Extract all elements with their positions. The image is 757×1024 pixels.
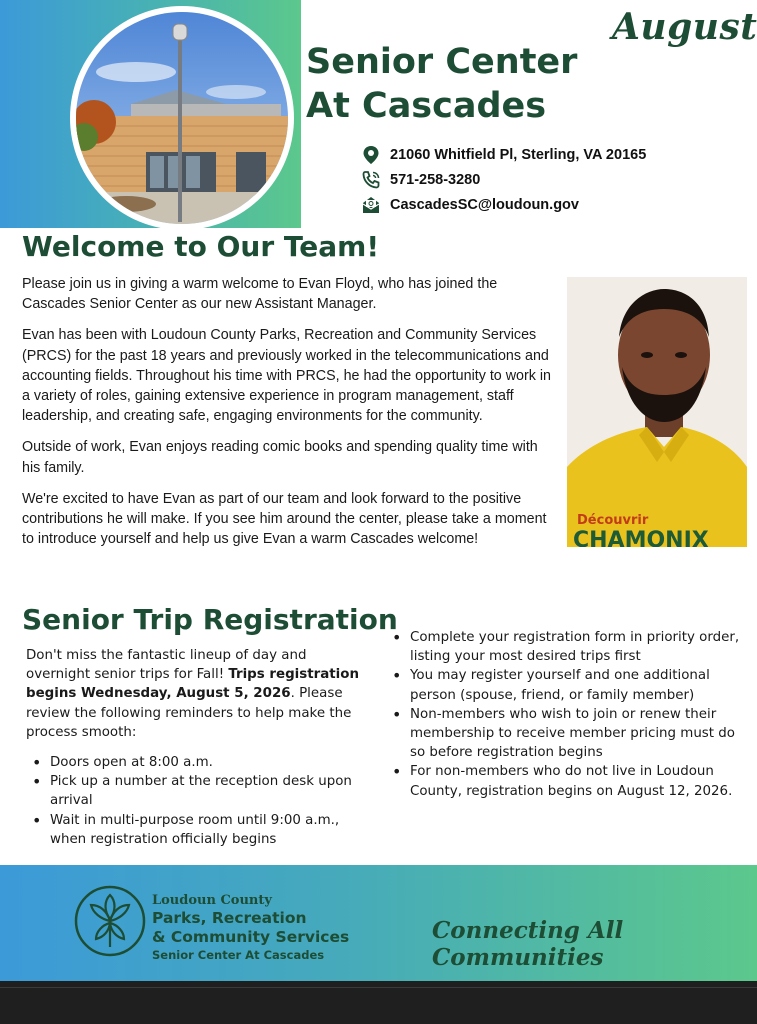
list-item: • Non-members who wish to join or renew their membership to receive member pricing must do so before registration begins [386,705,746,763]
contact-info [360,142,646,217]
prcs-flower-logo-icon [74,885,146,957]
footer [0,865,757,981]
building-photo [70,6,294,230]
trip-reminders-left [26,753,371,849]
welcome-heading: Welcome to Our Team! [22,230,380,263]
welcome-paragraph: Evan has been with Loudoun County Parks, Recreation and Community Services (PRCS) for the past 18 years and previously worked in the telecommunications and accounting fields. Throughout his time with PRCS, he had the opportunity to work in a variety of roles, gaining extensive experience in program management, staff leadership, and creating safe, engaging environments for the community. [22,327,552,425]
page-title [306,40,577,128]
org-line-2: Parks, Recreation [152,909,307,927]
email-icon [360,194,382,216]
list-item: • For non-members who do not live in Loudoun County, registration begins on August 12, 2026. [386,762,746,800]
welcome-paragraph: Outside of work, Evan enjoys reading comic books and spending quality time with his family. [22,439,538,476]
tagline: Connecting All Communities [432,917,624,971]
phone-icon [360,169,382,191]
phone-row [360,167,646,192]
phone-text: 571-258-3280 [390,171,481,188]
list-item: • Pick up a number at the reception desk upon arrival [26,772,371,810]
month-label: August [612,6,757,48]
title-line-2: At Cascades [306,86,547,126]
welcome-body [22,274,557,560]
email-text: CascadesSC@loudoun.gov [390,196,579,213]
trip-intro [26,646,371,742]
address-row [360,142,646,167]
trip-intro-start: Don't miss the fantastic lineup of day and overnight senior trips for Fall! [26,648,307,683]
address-text: 21060 Whitfield Pl, Sterling, VA 20165 [390,146,647,163]
org-line-3: & Community Services [152,928,350,946]
building-illustration [76,12,288,224]
org-line-4: Senior Center At Cascades [152,948,325,962]
email-row [360,192,646,217]
list-item: • Doors open at 8:00 a.m. [26,753,371,772]
trip-intro-bold: Trips registration begins Wednesday, August 5, 2026 [26,667,359,702]
trip-reminders-right [386,628,746,801]
list-item: • You may register yourself and one additional person (spouse, friend, or family member) [386,666,746,704]
welcome-paragraph: Please join us in giving a warm welcome to Evan Floyd, who has joined the Cascades Senior Center as our new Assistant Manager. [22,276,498,313]
title-line-1: Senior Center [306,42,578,82]
welcome-paragraph: We're excited to have Evan as part of our team and look forward to the positive contributions he will make. If you see him around the center, please take a moment to introduce yourself and help us give Evan a warm Cascades welcome! [22,490,547,548]
shirt-text-2: CHAMONIX [573,528,709,547]
bottom-bar [0,981,757,1024]
organization-name [152,893,349,963]
org-line-1: Loudoun County [152,893,272,908]
list-item: • Complete your registration form in priority order, listing your most desired trips first [386,628,746,666]
evan-floyd-photo [567,277,747,547]
trip-heading: Senior Trip Registration [22,603,398,636]
trip-intro-end: . Please review the following reminders to help make the process smooth: [26,686,352,740]
list-item: • Wait in multi-purpose room until 9:00 a.m., when registration officially begins [26,811,371,849]
location-pin-icon [360,144,382,166]
shirt-text-1: Découvrir [577,513,649,528]
